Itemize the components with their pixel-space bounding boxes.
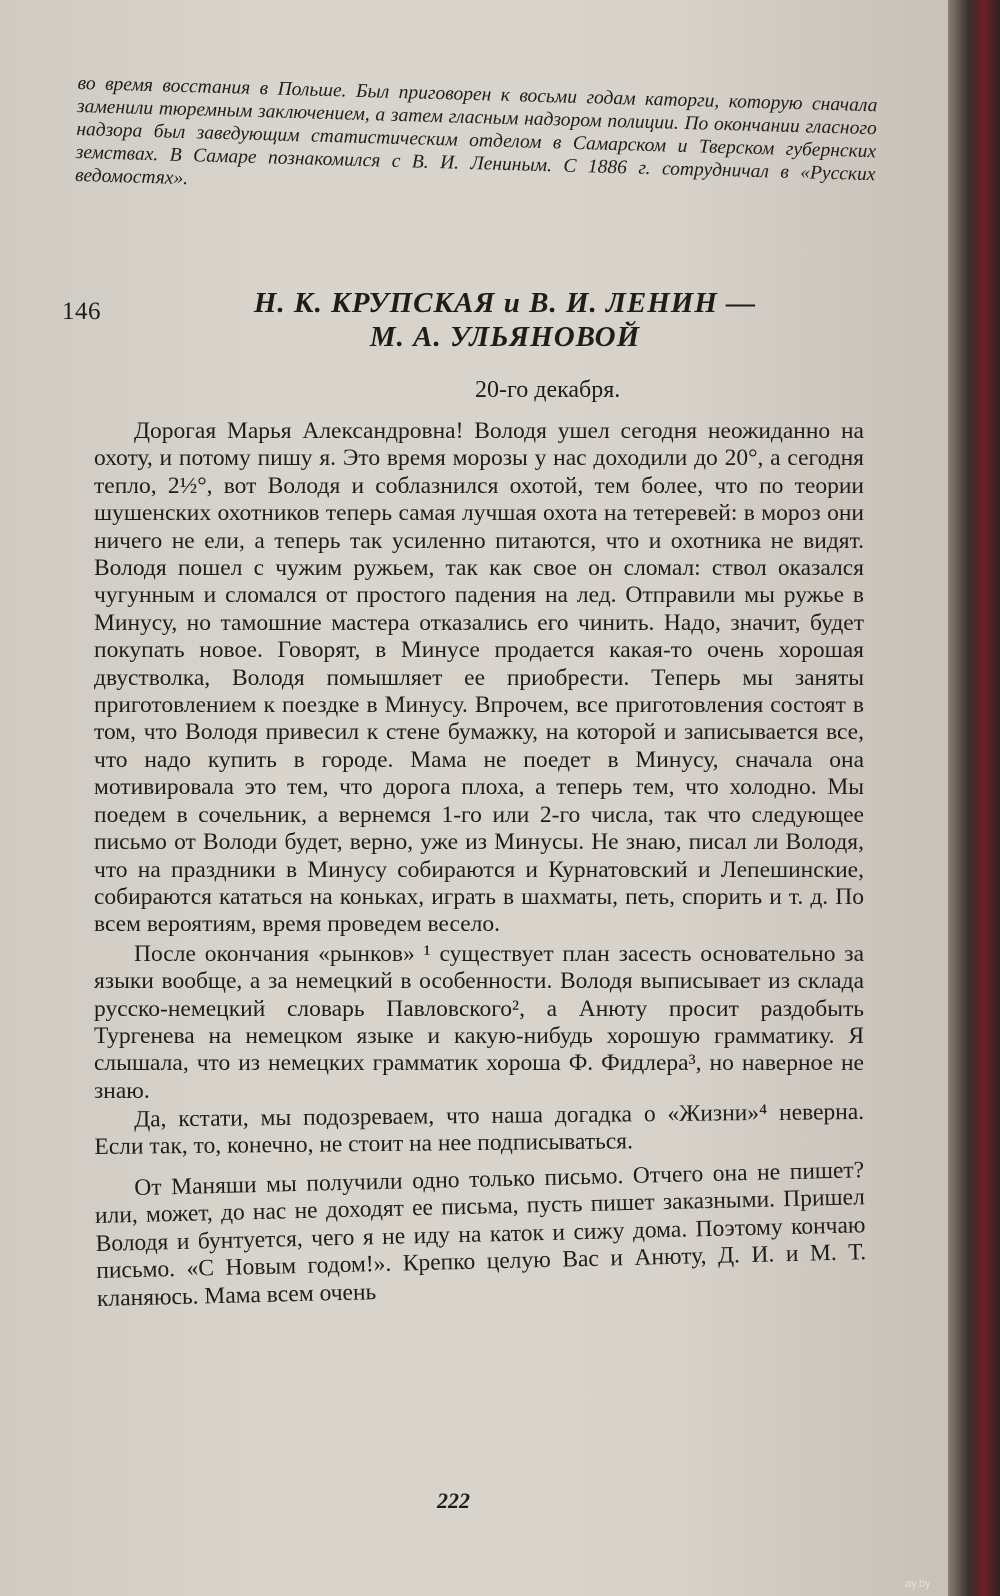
- letter-paragraph: После окончания «рынков» ¹ существует план засесть основательно за языки вообще, а за немецкий в особенности. Володя выписывает из склада русско-немецкий словарь Павловского², а Анюту просит раздобыть Тургенева на немецком языке и какую-нибудь хорошую грамматику. Я слышала, что из немецких грамматик хороша Ф. Фидлера³, но наверное не знаю.: [94, 940, 864, 1104]
- letter-paragraph: От Маняши мы получили одно только письмо. Отчего она не пишет? или, может, до нас не доходят ее письма, пусть пишет заказными. Пришел Володя и бунтуется, чего я не иду на каток и сижу дома. Поэтому кончаю письмо. «С Новым годом!». Крепко целую Вас и Анюту, Д. И. и М. Т. кланяюсь. Мама всем очень: [94, 1157, 867, 1312]
- letter-paragraph: Дорогая Марья Александровна! Володя ушел сегодня неожиданно на охоту, и потому пишу я. Это время морозы у нас доходили до 20°, а сегодня тепло, 2½°, вот Володя и соблазнился охотой, тем более, что по теории шушенских охотников теперь самая лучшая охота на тетеревей: в мороз они ничего не ели, а теперь так усиленно питаются, что и охотника не видят. Володя пошел с чужим ружьем, так как свое он сломал: ствол оказался чугунным и сломался от простого падения на лед. Отправили мы ружье в Минусу, но тамошние мастера отказались его чинить. Надо, значит, будет покупать новое. Говорят, в Минусе продается какая-то очень хорошая двустволка, Володя помышляет ее приобрести. Теперь мы заняты приготовлением к поездке в Минусу. Впрочем, все приготовления состоят в том, что Володя привесил к стене бумажку, на которой и записывается все, что надо купить в городе. Мама не поедет в Минусу, сначала она мотивировала это тем, что дорога плоха, а теперь тем, что холодно. Мы поедем в сочельник, а вернемся 1-го или 2-го числа, так что следующее письмо от Володи будет, верно, уже из Минусы. Не знаю, писал ли Володя, что на праздники в Минусу собираются и Курнатовский и Лепешинские, собираются кататься на коньках, играть в шахматы, петь, спорить и т. д. По всем вероятиям, время проведем весело.: [94, 418, 864, 938]
- page-number: 222: [437, 1488, 470, 1513]
- letter-date: 20-го декабря.: [475, 377, 621, 403]
- letter-body: [94, 418, 867, 1313]
- letter-title-line-2: М. А. УЛЬЯНОВОЙ: [369, 321, 641, 353]
- letter-title: [180, 286, 830, 354]
- book-binding-edge: [948, 0, 1000, 1596]
- letter-paragraph: Да, кстати, мы подозреваем, что наша догадка о «Жизни»⁴ неверна. Если так, то, конечно, не стоит на нее подписываться.: [94, 1099, 865, 1161]
- document-number: 146: [62, 298, 101, 325]
- letter-title-line-1: Н. К. КРУПСКАЯ и В. И. ЛЕНИН —: [253, 287, 757, 319]
- watermark: ay.by: [905, 1578, 931, 1590]
- footnote-text: во время восстания в Польше. Был приговорен к восьми годам каторги, которую сначала заменили тюремным заключением, а затем гласным надзором полиции. По окончании гласного надзора был заведующим статистическим отделом в Самарском и Тверском губернских земствах. В Самаре познакомился с В. И. Лениным. С 1886 г. сотрудничал в «Русских ведомостях».: [74, 72, 878, 190]
- footnote-block: [75, 72, 878, 209]
